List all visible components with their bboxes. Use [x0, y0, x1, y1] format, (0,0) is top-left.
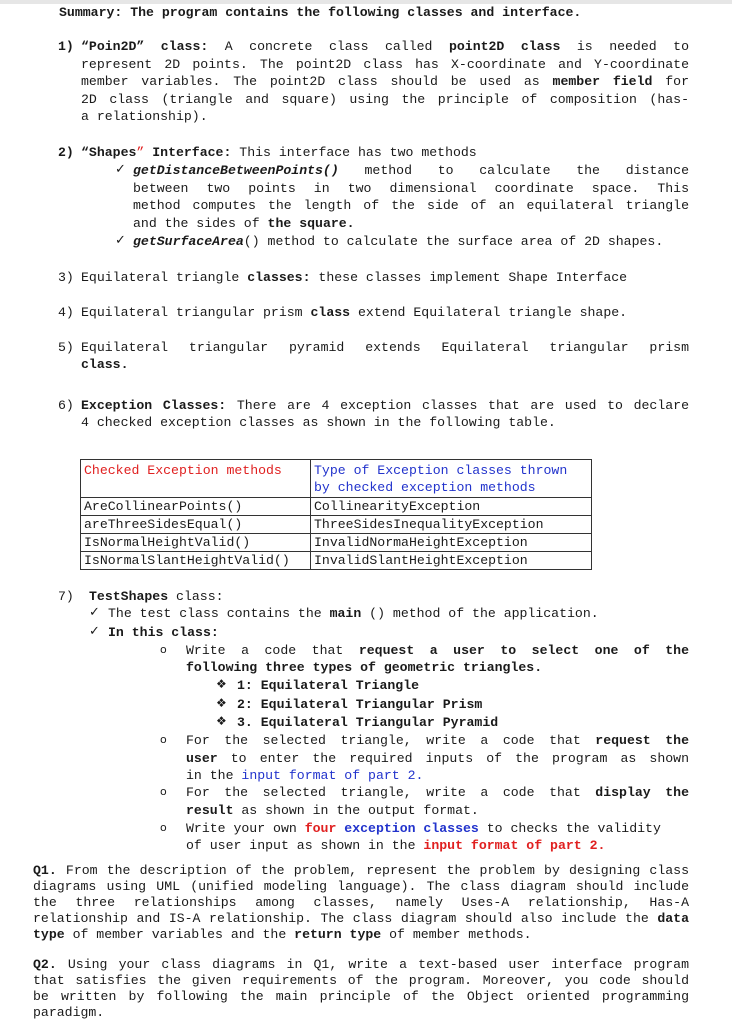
text: input format of part 2. [241, 768, 424, 783]
method-1-line-1 [133, 162, 689, 179]
text: There are 4 exception classes that are used to declare [226, 398, 689, 413]
text: method to calculate the distance [338, 163, 689, 178]
text: Using your class diagrams in Q1, write a text-based user interface program [56, 957, 689, 972]
q2-line-3: be written by following the main principle of the Object oriented programming [33, 989, 689, 1004]
table-cell: IsNormalSlantHeightValid() [81, 552, 311, 570]
text: request the [595, 733, 689, 748]
text: Write your own [186, 821, 305, 836]
q1-line-3: the three relationships among classes, namely Uses-A relationship, Has-A [33, 895, 689, 910]
text: Equilateral triangle [81, 270, 248, 285]
item-5-line-2: class. [81, 357, 129, 372]
text: member variables. The point2D class should be used as [81, 74, 553, 89]
item-7-sub-4-line-1 [186, 820, 661, 837]
diamond-bullet-icon: ❖ [216, 677, 227, 691]
checkmark-icon: ✓ [115, 233, 126, 248]
item-7-sub-4-line-2 [186, 837, 605, 854]
text: classes: [247, 270, 311, 285]
text: Q1. [33, 863, 57, 878]
q2-line-2: that satisfies the given requirements of the program. Moreover, you code should [33, 973, 689, 988]
exception-table [80, 459, 592, 570]
table-row [81, 552, 592, 570]
text: This interface has two methods [231, 145, 477, 160]
item-1-line-3 [81, 73, 689, 90]
diamond-bullet-icon: ❖ [216, 696, 227, 710]
text: ” [136, 145, 145, 160]
item-6-line-1 [81, 397, 689, 414]
item-7-sub-1-line-2: following three types of geometric triangles. [186, 660, 543, 675]
option-2: 2: Equilateral Triangular Prism [237, 697, 483, 712]
checkmark-icon: ✓ [115, 162, 126, 177]
item-3-number: 3) [58, 270, 74, 285]
item-7-sub-1-line-1 [186, 642, 689, 659]
text: input format of part 2. [423, 838, 606, 853]
text: of member variables and the [64, 927, 295, 942]
text: class: [168, 589, 224, 604]
circle-bullet-icon: o [160, 643, 167, 656]
text: point2D class [448, 39, 561, 54]
text: in the [186, 768, 242, 783]
item-1-line-4: 2D class (triangle and square) using the principle of composition (has- [81, 92, 689, 107]
text: to enter the required inputs of the program as shown [217, 751, 689, 766]
table-row [81, 516, 592, 534]
text: Q2. [33, 957, 57, 972]
text: type [33, 927, 65, 942]
method-1-line-4 [133, 215, 355, 232]
item-5-number: 5) [58, 340, 74, 355]
text: return type [294, 927, 382, 942]
text: data [657, 911, 689, 926]
item-1-line-2: represent 2D points. The point2D class has X-coordinate and Y-coordinate [81, 57, 689, 72]
table-cell: areThreeSidesEqual() [81, 516, 311, 534]
item-2-heading [81, 144, 477, 161]
text: TestShapes [89, 589, 169, 604]
table-header-row [81, 460, 592, 498]
item-7-sub-2-line-3 [186, 767, 423, 784]
checkmark-icon: ✓ [89, 605, 100, 620]
text: exception classes [344, 821, 479, 836]
item-7-sub-3-line-1 [186, 784, 689, 801]
text: () method to calculate the surface area of 2D shapes. [243, 234, 664, 249]
option-1: 1: Equilateral Triangle [237, 678, 420, 693]
text: main [329, 606, 362, 621]
item-1-number: 1) [58, 39, 74, 54]
table-cell: ThreeSidesInequalityException [311, 516, 592, 534]
text: () method of the application. [361, 606, 599, 621]
item-1-line-5: a relationship). [81, 109, 208, 124]
item-1-line-1 [81, 38, 689, 55]
text: “Shapes [81, 145, 137, 160]
item-7-check-1 [108, 605, 599, 622]
circle-bullet-icon: o [160, 785, 167, 798]
method-2-line [133, 233, 663, 250]
text: the square. [267, 216, 355, 231]
method-1-line-3: method computes the length of the side of an equilateral triangle [133, 198, 689, 213]
table-row [81, 534, 592, 552]
text: For the selected triangle, write a code that [186, 733, 596, 748]
item-4-text [81, 304, 627, 321]
table-cell: AreCollinearPoints() [81, 498, 311, 516]
text: four [304, 821, 337, 836]
item-5-line-1: Equilateral triangular pyramid extends Equilateral triangular prism [81, 340, 689, 355]
text: getSurfaceArea [133, 234, 244, 249]
q1-line-5 [33, 926, 532, 943]
option-3: 3. Equilateral Triangular Pyramid [237, 715, 499, 730]
q2-line-4: paradigm. [33, 1005, 105, 1020]
item-6-number: 6) [58, 398, 74, 413]
text: extend Equilateral triangle shape. [350, 305, 628, 320]
table-cell: InvalidSlantHeightException [311, 552, 592, 570]
text: of member methods. [381, 927, 532, 942]
text: by checked exception methods [314, 480, 536, 495]
text: Write a code that [186, 643, 359, 658]
item-3-text [81, 269, 627, 286]
text: For the selected triangle, write a code that [186, 785, 596, 800]
q1-line-4 [33, 910, 689, 927]
text: display the [595, 785, 689, 800]
text: result [186, 803, 234, 818]
item-7-sub-2-line-1 [186, 732, 689, 749]
text: Type of Exception classes thrown [314, 463, 568, 478]
text: of user input as shown in the [186, 838, 424, 853]
text: and the sides of [133, 216, 268, 231]
text: is needed to [560, 39, 689, 54]
diamond-bullet-icon: ❖ [216, 714, 227, 728]
table-cell: InvalidNormaHeightException [311, 534, 592, 552]
text: as shown in the output format. [233, 803, 479, 818]
checkmark-icon: ✓ [89, 624, 100, 639]
item-2-number: 2) [58, 145, 74, 160]
table-header-methods: Checked Exception methods [81, 460, 311, 498]
text: A concrete class called [208, 39, 449, 54]
table-cell: IsNormalHeightValid() [81, 534, 311, 552]
item-7-check-2: In this class: [108, 625, 219, 640]
circle-bullet-icon: o [160, 821, 167, 834]
text: From the description of the problem, represent the problem by designing class [56, 863, 689, 878]
text: relationship and IS-A relationship. The class diagram should also include the [33, 911, 658, 926]
text: to checks the validity [478, 821, 661, 836]
q1-line-2: diagrams using UML (unified modeling language). The class diagram should include [33, 879, 689, 894]
text: The test class contains the [108, 606, 330, 621]
text: class [310, 305, 351, 320]
item-7-sub-2-line-2 [186, 750, 689, 767]
text: member field [552, 74, 653, 89]
text: for [652, 74, 690, 89]
table-cell: CollinearityException [311, 498, 592, 516]
q1-line-1 [33, 862, 689, 879]
point2d-title: “Poin2D” class: [81, 39, 209, 54]
summary-heading: Summary: The program contains the following classes and interface. [59, 5, 582, 20]
text: Exception Classes: [81, 398, 227, 413]
text: request a user to select one of the [358, 643, 690, 658]
text: Interface: [144, 145, 232, 160]
item-6-line-2: 4 checked exception classes as shown in the following table. [81, 415, 556, 430]
text: Equilateral triangular prism [81, 305, 311, 320]
q2-line-1 [33, 956, 689, 973]
text: user [186, 751, 218, 766]
item-7-number: 7) [58, 589, 74, 604]
circle-bullet-icon: o [160, 733, 167, 746]
text: getDistanceBetweenPoints() [133, 163, 339, 178]
item-4-number: 4) [58, 305, 74, 320]
text: these classes implement Shape Interface [310, 270, 628, 285]
table-header-exceptions [311, 460, 592, 498]
method-1-line-2: between two points in two dimensional coordinate space. This [133, 181, 689, 196]
table-row [81, 498, 592, 516]
item-7-sub-3-line-2 [186, 802, 479, 819]
item-7-title [89, 588, 224, 605]
